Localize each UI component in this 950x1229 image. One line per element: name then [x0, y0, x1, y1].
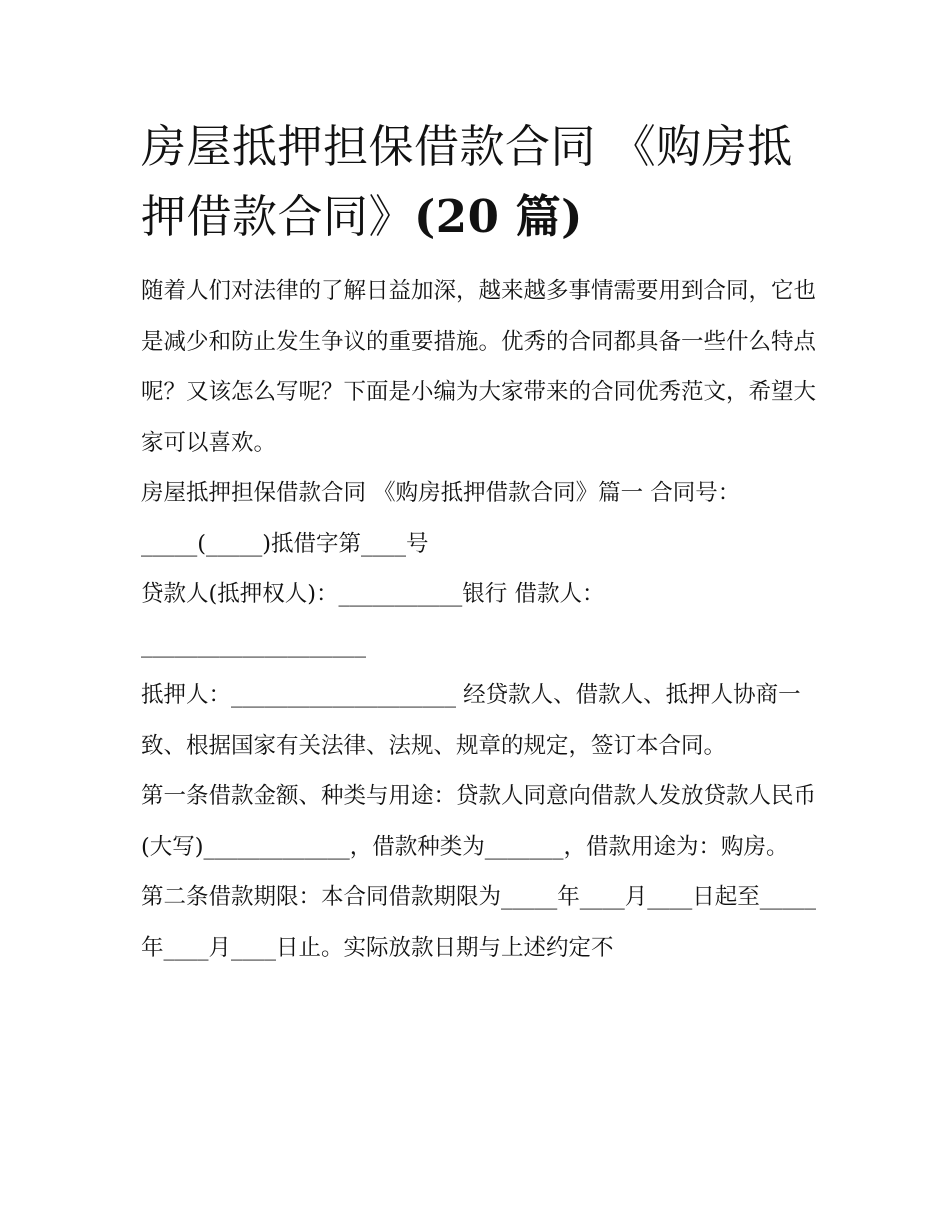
document-page	[141, 112, 821, 973]
mortgagor-paragraph: 抵押人：____________________ 经贷款人、借款人、抵押人协商一致、根据国家有关法律、法规、规章的规定，签订本合同。	[141, 682, 801, 759]
contract-number: _____(_____)抵借字第____号	[141, 530, 429, 557]
article-2: 第二条借款期限：本合同借款期限为_____年____月____日起至_____年____月____日止。实际放款日期与上述约定不	[141, 884, 817, 961]
borrower-blank: ____________________	[141, 631, 366, 658]
article-1: 第一条借款金额、种类与用途：贷款人同意向借款人发放贷款人民币(大写)_____________，借款种类为_______，借款用途为：购房。	[141, 783, 817, 860]
title-main: 房屋抵押担保借款合同 《购房抵押借款合同》	[141, 120, 793, 243]
intro-paragraph: 随着人们对法律的了解日益加深，越来越多事情需要用到合同，它也是减少和防止发生争议的重要措施。优秀的合同都具备一些什么特点呢？又该怎么写呢？下面是小编为大家带来的合同优秀范文，希望大家可以喜欢。	[141, 278, 817, 456]
section-heading: 房屋抵押担保借款合同 《购房抵押借款合同》篇一 合同号：	[141, 480, 741, 506]
document-title	[141, 112, 821, 252]
title-count: (20 篇)	[414, 190, 583, 243]
lender-line: 贷款人(抵押权人)：___________银行 借款人：	[141, 581, 605, 607]
